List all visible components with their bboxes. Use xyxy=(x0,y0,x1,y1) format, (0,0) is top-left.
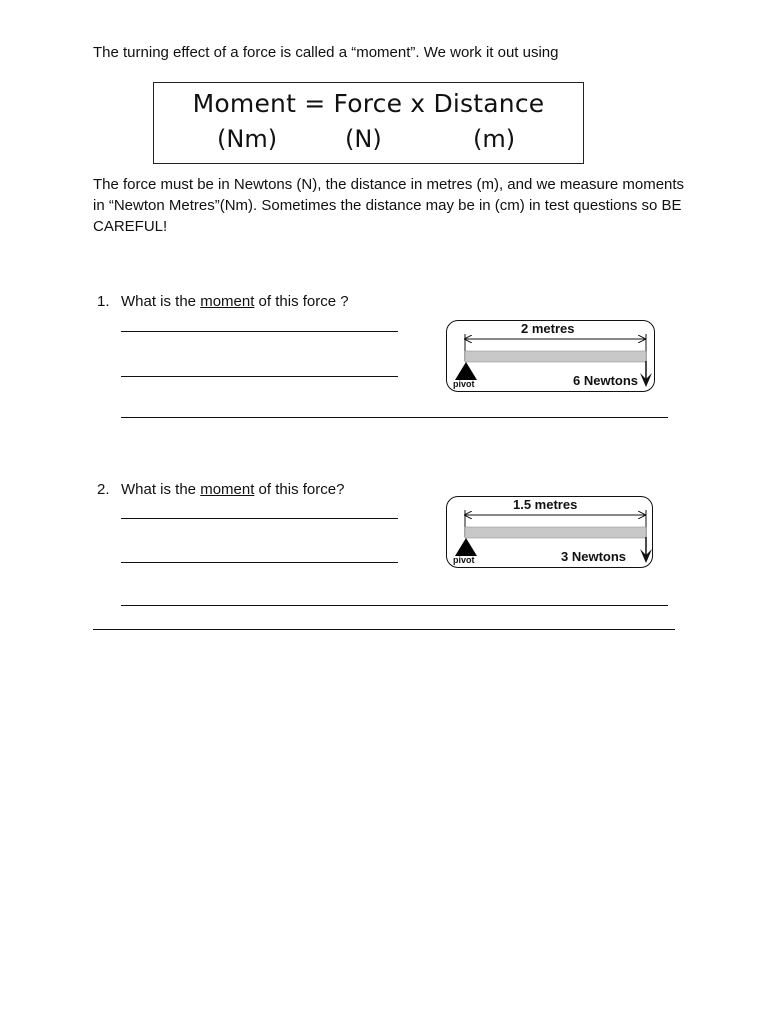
question-2-text xyxy=(121,481,344,498)
formula-box xyxy=(153,82,584,164)
formula-main: Moment = Force x Distance xyxy=(192,89,545,118)
explanation-body: The force must be in Newtons (N), the distance in metres (m), and we measure moments in “Newton Metres”(Nm). Sometimes the distance may be in (cm) in test questions so xyxy=(93,176,685,214)
pivot-icon xyxy=(455,538,477,556)
explanation-text xyxy=(93,174,693,237)
explanation-warning: BE CAREFUL! xyxy=(93,197,682,235)
distance-label: 1.5 metres xyxy=(513,497,578,512)
formula-unit-moment: (Nm) xyxy=(217,125,278,153)
pivot-label: pivot xyxy=(453,379,475,389)
pivot-label: pivot xyxy=(453,555,475,565)
pivot-icon xyxy=(455,362,477,380)
question-suffix: of this force? xyxy=(254,481,345,498)
question-prefix: What is the xyxy=(121,481,201,498)
question-keyword: moment xyxy=(200,481,255,498)
question-suffix: of this force ? xyxy=(254,293,349,310)
force-label: 6 Newtons xyxy=(573,373,639,388)
distance-label: 2 metres xyxy=(521,321,575,336)
question-number: 2. xyxy=(97,481,110,498)
force-label: 3 Newtons xyxy=(561,549,627,564)
formula-unit-force: (N) xyxy=(345,125,382,153)
question-2 xyxy=(97,481,110,499)
question-1 xyxy=(97,293,110,311)
answer-line[interactable] xyxy=(121,562,398,563)
answer-line[interactable] xyxy=(121,417,668,418)
intro-text: The turning effect of a force is called a “moment”. We work it out using xyxy=(93,44,559,61)
answer-line[interactable] xyxy=(121,518,398,519)
question-1-text xyxy=(121,293,349,310)
moment-diagram-2 xyxy=(446,496,653,568)
lever-beam xyxy=(465,527,646,538)
formula-unit-distance: (m) xyxy=(473,125,516,153)
question-keyword: moment xyxy=(200,293,255,310)
answer-line[interactable] xyxy=(121,331,398,332)
lever-beam xyxy=(465,351,646,362)
question-number: 1. xyxy=(97,293,110,310)
moment-diagram-1 xyxy=(446,320,655,392)
answer-line[interactable] xyxy=(121,376,398,377)
answer-line[interactable] xyxy=(121,605,668,606)
section-divider xyxy=(93,629,675,630)
question-prefix: What is the xyxy=(121,293,201,310)
